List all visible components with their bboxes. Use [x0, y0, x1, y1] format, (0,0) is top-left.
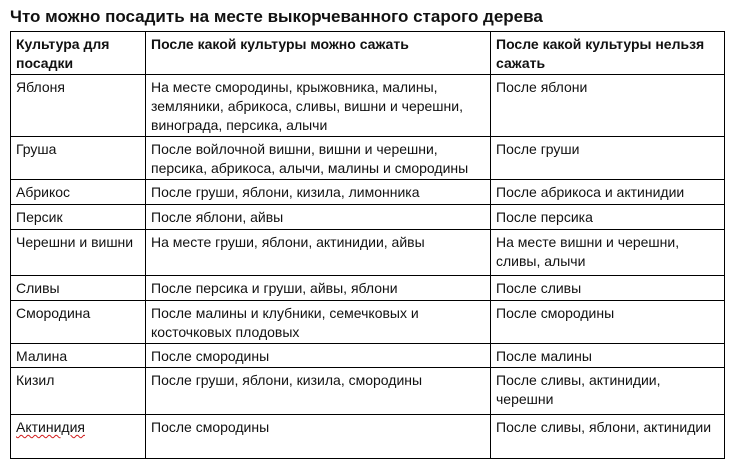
column-header-allowed: После какой культуры можно сажать — [146, 32, 491, 75]
forbidden-cell: После сливы, актинидии, черешни — [491, 368, 725, 415]
crop-cell: Малина — [11, 344, 146, 368]
crop-cell: Персик — [11, 205, 146, 230]
table-row — [11, 276, 725, 301]
allowed-cell: После груши, яблони, кизила, лимонника — [146, 180, 491, 205]
table-row — [11, 205, 725, 230]
column-header-forbidden: После какой культуры нельзя сажать — [491, 32, 725, 75]
allowed-cell: На месте груши, яблони, актинидии, айвы — [146, 230, 491, 276]
table-row — [11, 180, 725, 205]
forbidden-cell: На месте вишни и черешни, сливы, алычи — [491, 230, 725, 276]
allowed-cell: После персика и груши, айвы, яблони — [146, 276, 491, 301]
table-header-row — [11, 32, 725, 75]
table-row — [11, 75, 725, 137]
crop-cell: Смородина — [11, 301, 146, 344]
allowed-cell: На месте смородины, крыжовника, малины, земляники, абрикоса, сливы, вишни и черешни, винограда, персика, алычи — [146, 75, 491, 137]
allowed-cell: После войлочной вишни, вишни и черешни, персика, абрикоса, алычи, малины и смородины — [146, 137, 491, 180]
forbidden-cell: После яблони — [491, 75, 725, 137]
table-row — [11, 415, 725, 459]
forbidden-cell: После смородины — [491, 301, 725, 344]
table-row — [11, 368, 725, 415]
allowed-cell: После груши, яблони, кизила, смородины — [146, 368, 491, 415]
crop-cell: Абрикос — [11, 180, 146, 205]
crop-cell: Черешни и вишни — [11, 230, 146, 276]
forbidden-cell: После абрикоса и актинидии — [491, 180, 725, 205]
table-row — [11, 137, 725, 180]
column-header-crop: Культура для посадки — [11, 32, 146, 75]
table-row — [11, 230, 725, 276]
crop-cell: Сливы — [11, 276, 146, 301]
forbidden-cell: После малины — [491, 344, 725, 368]
crop-name-spellcheck-underlined: Актинидия — [16, 419, 85, 435]
allowed-cell: После смородины — [146, 415, 491, 459]
crop-cell: Кизил — [11, 368, 146, 415]
crop-cell — [11, 415, 146, 459]
forbidden-cell: После персика — [491, 205, 725, 230]
forbidden-cell: После сливы — [491, 276, 725, 301]
planting-table — [10, 31, 725, 459]
table-row — [11, 344, 725, 368]
allowed-cell: После малины и клубники, семечковых и косточковых плодовых — [146, 301, 491, 344]
allowed-cell: После смородины — [146, 344, 491, 368]
page-title: Что можно посадить на месте выкорчеванного старого дерева — [10, 7, 543, 26]
crop-cell: Яблоня — [11, 75, 146, 137]
forbidden-cell: После сливы, яблони, актинидии — [491, 415, 725, 459]
allowed-cell: После яблони, айвы — [146, 205, 491, 230]
table-row — [11, 301, 725, 344]
crop-cell: Груша — [11, 137, 146, 180]
forbidden-cell: После груши — [491, 137, 725, 180]
